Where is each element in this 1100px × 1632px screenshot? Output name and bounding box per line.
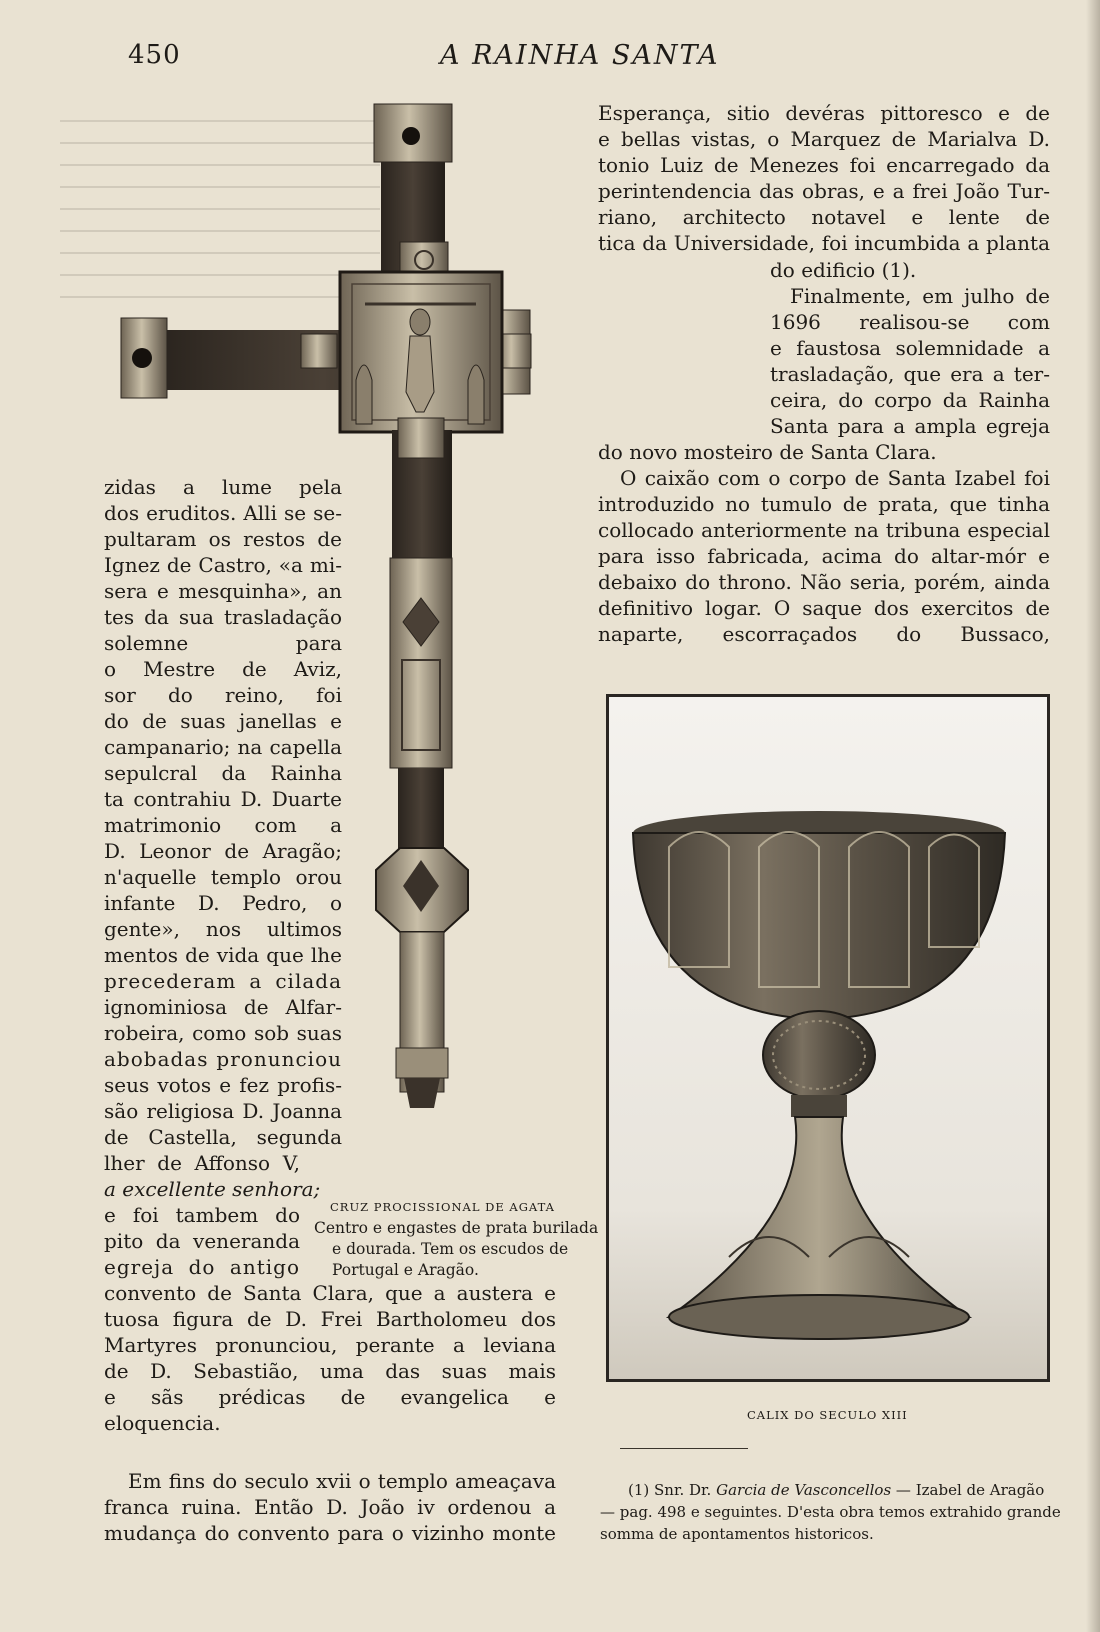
text-line: O caixão com o corpo de Santa Izabel foi [620, 466, 1050, 490]
text-line: lher de Affonso V, [104, 1151, 300, 1175]
text-line: Santa para a ampla egreja [770, 414, 1050, 438]
text-line: e faustosa solemnidade a [770, 336, 1050, 360]
text-line: perintendencia das obras, e a frei João Tur- [598, 179, 1050, 203]
text-line: collocado anteriormente na tribuna especial [598, 518, 1050, 542]
text-line: sera e mesquinha», an [104, 579, 342, 603]
text-line: o Mestre de Aviz, [104, 657, 342, 681]
page-number: 450 [128, 40, 181, 70]
text-line: 1696 realisou-se com [770, 310, 1050, 334]
chalice-illustration [609, 697, 1047, 1379]
text-line: Martyres pronunciou, perante a leviana [104, 1333, 556, 1357]
cross-caption-line: e dourada. Tem os escudos de [332, 1240, 569, 1258]
text-line: infante D. Pedro, o [104, 891, 342, 915]
text-line: D. Leonor de Aragão; [104, 839, 342, 863]
text-line: seus votos e fez profis- [104, 1073, 342, 1097]
text-line: franca ruina. Então D. João iv ordenou a [104, 1495, 556, 1519]
text-line: de D. Sebastião, uma das suas mais [104, 1359, 556, 1383]
cross-caption-line: Portugal e Aragão. [332, 1261, 479, 1279]
text-line: egreja do antigo [104, 1255, 300, 1279]
text-line: introduzido no tumulo de prata, que tinha [598, 492, 1050, 516]
text-line: definitivo logar. O saque dos exercitos de [598, 596, 1050, 620]
text-line: abobadas pronunciou [104, 1047, 342, 1071]
cross-caption-title: CRUZ PROCISSIONAL DE AGATA [330, 1200, 555, 1214]
footnote-author: Garcia de Vasconcellos [716, 1481, 892, 1499]
text-line: zidas a lume pela [104, 475, 342, 499]
text-line: convento de Santa Clara, que a austera e [104, 1281, 556, 1305]
text-line: e bellas vistas, o Marquez de Marialva D. [598, 127, 1050, 151]
text-line: mentos de vida que lhe [104, 943, 342, 967]
text-line: tuosa figura de D. Frei Bartholomeu dos [104, 1307, 556, 1331]
text-line: tes da sua trasladação [104, 605, 342, 629]
text-line: tica da Universidade, foi incumbida a planta [598, 231, 1050, 255]
text-line: mudança do convento para o vizinho monte [104, 1521, 556, 1545]
footnote-rule [620, 1448, 748, 1449]
text-line: pito da veneranda [104, 1229, 300, 1253]
text-line: dos eruditos. Alli se se- [104, 501, 342, 525]
text-line: de Castella, segunda [104, 1125, 342, 1149]
text-line: eloquencia. [104, 1411, 221, 1435]
text-line: campanario; na capella [104, 735, 342, 759]
text-line: naparte, escorraçados do Bussaco, [598, 622, 1050, 646]
text-line: do edificio (1). [770, 258, 917, 282]
running-title: A RAINHA SANTA [440, 40, 720, 71]
text-line: do de suas janellas e [104, 709, 342, 733]
text-line: solemne para [104, 631, 342, 655]
text-line: e foi tambem do [104, 1203, 300, 1227]
text-line: tonio Luiz de Menezes foi encarregado da [598, 153, 1050, 177]
text-line: debaixo do throno. Não seria, porém, ainda [598, 570, 1050, 594]
text-line: Ignez de Castro, «a mi- [104, 553, 342, 577]
text-line: ta contrahiu D. Duarte [104, 787, 342, 811]
text-line: Esperança, sitio devéras pittoresco e de [598, 101, 1050, 125]
text-line: ceira, do corpo da Rainha [770, 388, 1050, 412]
chalice-photograph [606, 694, 1050, 1382]
text-line: Em fins do seculo xvii o templo ameaçava [128, 1469, 556, 1493]
text-line: trasladação, que era a ter- [770, 362, 1050, 386]
chalice-caption: CALIX DO SECULO XIII [747, 1408, 908, 1422]
text-line: sor do reino, foi [104, 683, 342, 707]
text-line: do novo mosteiro de Santa Clara. [598, 440, 937, 464]
text-line: gente», nos ultimos [104, 917, 342, 941]
text-line: precederam a cilada [104, 969, 342, 993]
text-line: para isso fabricada, acima do altar-mór e [598, 544, 1050, 568]
text-line: pultaram os restos de [104, 527, 342, 551]
text-line: robeira, como sob suas [104, 1021, 342, 1045]
text-line: n'aquelle templo orou [104, 865, 342, 889]
text-line: e sãs prédicas de evangelica e [104, 1385, 556, 1409]
footnote-line: (1) Snr. Dr. Garcia de Vasconcellos — Izabel de Aragão [628, 1481, 1045, 1499]
text-line: Finalmente, em julho de [790, 284, 1050, 308]
text-line: riano, architecto notavel e lente de [598, 205, 1050, 229]
footnote-line: somma de apontamentos historicos. [600, 1525, 874, 1543]
text-line: a excellente senhora; [104, 1177, 321, 1201]
text-line: sepulcral da Rainha [104, 761, 342, 785]
footnote-line: — pag. 498 e seguintes. D'esta obra temos extrahido grande [600, 1503, 1061, 1521]
cross-caption-line: Centro e engastes de prata burilada [314, 1219, 599, 1237]
text-line: ignominiosa de Alfar- [104, 995, 342, 1019]
text-line: matrimonio com a [104, 813, 342, 837]
text-line: são religiosa D. Joanna [104, 1099, 342, 1123]
